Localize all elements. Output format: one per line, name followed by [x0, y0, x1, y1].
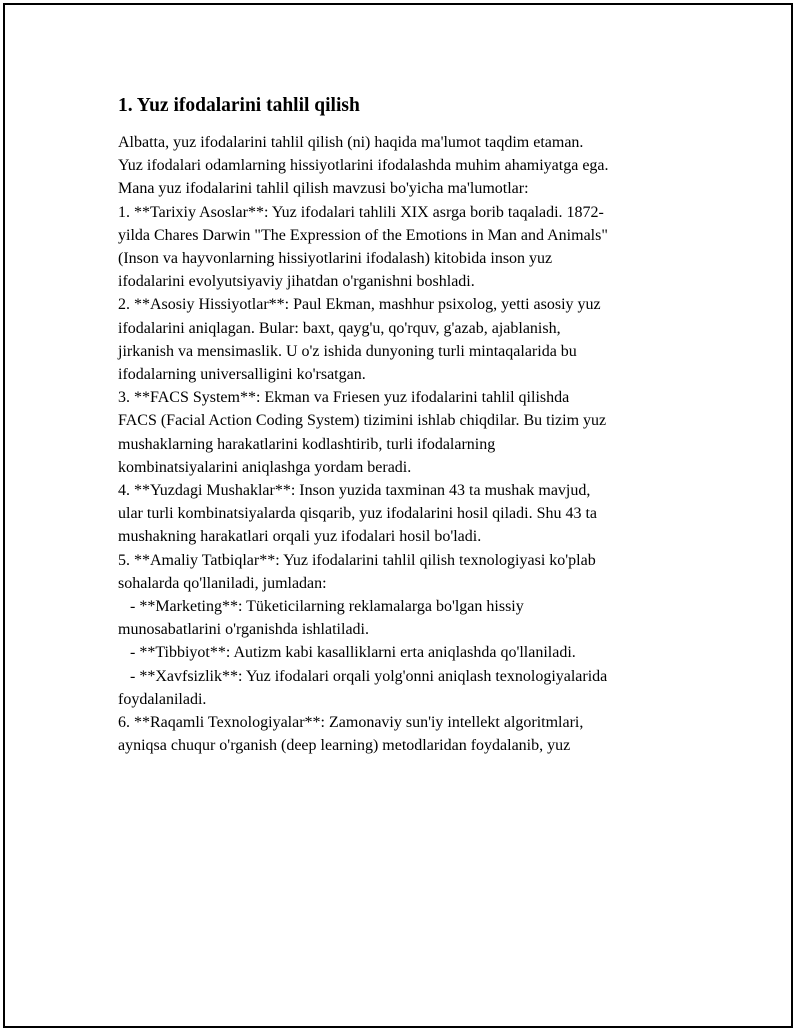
document-body	[118, 92, 688, 757]
section-6-digital-technologies: 6. **Raqamli Texnologiyalar**: Zamonaviy sun'iy intellekt algoritmlari, ayniqsa chuqur o'rganish (deep learning) metodlaridan foydalanib, yuz	[118, 714, 584, 755]
section-1-historical-basis: 1. **Tarixiy Asoslar**: Yuz ifodalari tahlili XIX asrga borib taqaladi. 1872- yilda Chares Darwin "The Expression of the Emotions in Man and Animals" (Inson va hayvonlarning hissiyotlarini ifodalash) kitobida inson yuz ifodalarini evolyutsiyaviy jihatdan o'rganishni boshladi.	[118, 203, 608, 291]
intro-paragraph: Albatta, yuz ifodalarini tahlil qilish (ni) haqida ma'lumot taqdim etaman. Yuz ifodalari odamlarning hissiyotlarini ifodalashda muhim ahamiyatga ega. Mana yuz ifodalarini tahlil qilish mavzusi bo'yicha ma'lumotlar:	[118, 134, 609, 198]
section-2-basic-emotions: 2. **Asosiy Hissiyotlar**: Paul Ekman, mashhur psixolog, yetti asosiy yuz ifodalarini aniqlagan. Bular: baxt, qayg'u, qo'rquv, g'azab, ajablanish, jirkanish va mensimaslik. U o'z ishida dunyoning turli mintaqalarida bu ifodalarning universalligini ko'rsatgan.	[118, 296, 601, 384]
section-5-applications: 5. **Amaliy Tatbiqlar**: Yuz ifodalarini tahlil qilish texnologiyasi ko'plab sohalarda qo'llaniladi, jumladan: - **Marketing**: Tüketicilarning reklamalarga bo'lgan hissiy munosabatlarini o'rganishda ishlatiladi. - **Tibbiyot**: Autizm kabi kasalliklarni erta aniqlashda qo'llaniladi. - **Xavfsizlik**: Yuz ifodalari orqali yolg'onni aniqlash texnologiyalarida foydalaniladi.	[118, 551, 608, 708]
section-4-facial-muscles: 4. **Yuzdagi Mushaklar**: Inson yuzida taxminan 43 ta mushak mavjud, ular turli kombinatsiyalarda qisqarib, yuz ifodalarini hosil qiladi. Shu 43 ta mushakning harakatlari orqali yuz ifodalari hosil bo'ladi.	[118, 482, 598, 546]
section-3-facs-system: 3. **FACS System**: Ekman va Friesen yuz ifodalarini tahlil qilishda FACS (Facial Action Coding System) tizimini ishlab chiqdilar. Bu tizim yuz mushaklarning harakatlarini kodlashtirib, turli ifodalarning kombinatsiyalarini aniqlashga yordam beradi.	[118, 389, 607, 476]
document-title: 1. Yuz ifodalarini tahlil qilish	[118, 95, 360, 116]
